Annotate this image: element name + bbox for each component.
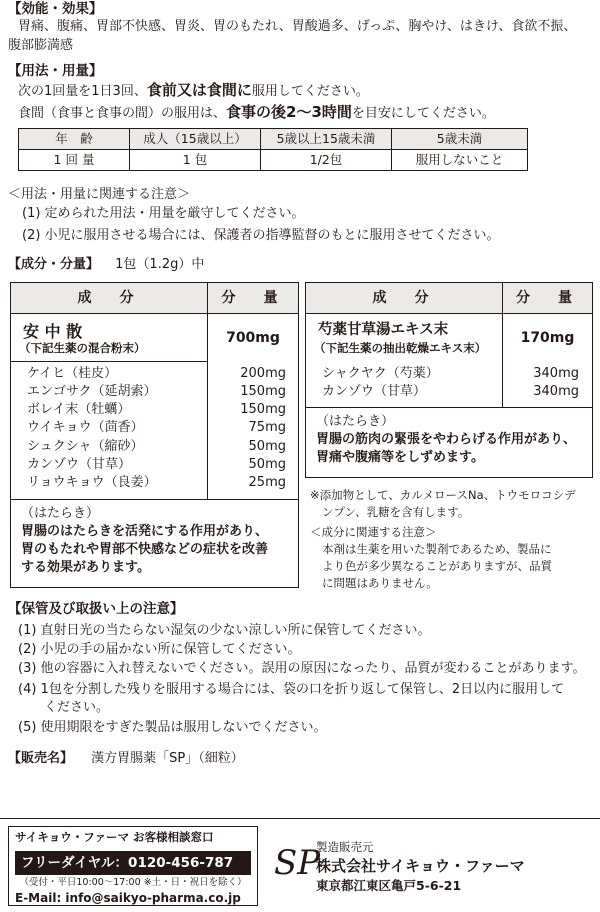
ingredient-note-line: に問題はありません。 [322,576,438,590]
dosage-table [18,128,528,171]
dosage-cell-child: 1/2包 [261,150,392,171]
right-col-ingredient-header: 成 分 [306,283,502,314]
anchusan-amount: 700mg [226,330,280,346]
dosage-table-header-row [19,129,528,150]
ingredient-item-amount: 200mg [240,366,286,381]
shakuyaku-extract-amount: 170mg [520,330,575,346]
usage-line2 [18,102,495,123]
company-address: 東京都江東区亀戸5-6-21 [316,878,462,893]
usage-note-2: (2) 小児に服用させる場合には、保護者の指導監督のもとに服用させてください。 [22,228,500,243]
left-action-divider [11,499,298,500]
usage-line2-pre: 食間（食事と食事の間）の服用は、 [18,106,227,121]
customer-contact-box [8,826,258,906]
ingredient-item-name: エンゴサク（延胡索） [27,384,157,399]
right-col-amount-header: 分 量 [503,283,592,314]
additives-line: ンプン、乳糖を含有します。 [322,505,470,519]
ingredient-item-name: リョウキョウ（良姜） [27,475,157,490]
anchusan-action-line: 胃腸のはたらきを活発にする作用があり、 [21,524,269,539]
contact-title: サイキョウ・ファーマ お客様相談窓口 [15,830,214,845]
footer-divider [0,818,600,819]
sp-logo-letters: SP [274,843,321,883]
dosage-cell-label: 1 回 量 [19,150,130,171]
ingredient-notes-title: ＜成分に関連する注意＞ [310,525,437,539]
dosage-cell-adult: 1 包 [130,150,261,171]
dosage-cell-infant: 服用しないこと [392,150,528,171]
contact-hours: （受付・平日10:00～17:00 ※土・日・祝日を除く） [19,877,247,888]
ingredient-item-amount: 25mg [248,475,286,490]
shakuyaku-action-line: 胃腸の筋肉の緊張をやわらげる作用があり、 [316,432,577,447]
storage-item-1: (1) 直射日光の当たらない湿気の少ない涼しい所に保管してください。 [18,623,431,638]
storage-item-4-cont: ください。 [44,700,110,715]
ingredient-item-name: ウイキョウ（茴香） [27,420,144,435]
ingredients-heading [8,256,204,274]
left-col-amount-header: 分 量 [208,283,298,314]
anchusan-action-title: （はたらき） [21,506,100,521]
shakuyaku-action-title: （はたらき） [316,414,395,429]
dosage-header-infant: 5歳未満 [392,129,528,150]
ingredient-item-name: ボレイ末（牡蠣） [27,402,131,417]
ingredient-item-name: ケイヒ（桂皮） [27,366,118,381]
ingredient-item-amount: 150mg [240,402,286,417]
ingredient-item-amount: 75mg [248,420,286,435]
efficacy-text-line1: 胃痛、腹痛、胃部不快感、胃炎、胃のもたれ、胃酸過多、げっぷ、胸やけ、はきけ、食欲不振、 [18,19,577,34]
dosage-header-age: 年 齢 [19,129,130,150]
ingredients-title: 【成分・分量】 [8,257,100,272]
sales-name-title: 【販売名】 [8,751,74,766]
company-name: 株式会社サイキョウ・ファーマ [316,857,525,875]
ingredient-item-amount: 340mg [533,366,579,381]
anchusan-sub: （下記生薬の混合粉末） [19,341,146,355]
shakuyaku-extract-sub: （下記生薬の抽出乾燥エキス末） [314,341,487,355]
ingredient-item-name: シャクヤク（芍薬） [322,366,439,381]
usage-note-1: (1) 定められた用法・用量を厳守してください。 [22,206,305,221]
ingredient-item-amount: 50mg [248,439,286,454]
ingredient-item-amount: 50mg [248,457,286,472]
efficacy-text-line2: 腹部膨満感 [8,38,74,53]
ingredient-box-shakuyakukanzoto [305,282,593,478]
ingredient-item-amount: 340mg [533,384,579,399]
storage-item-2: (2) 小児の手の届かない所に保管してください。 [18,642,301,657]
ingredient-note-line: より色が多少異なることがありますが、品質 [322,559,552,573]
dosage-header-child: 5歳以上15歳未満 [261,129,392,150]
usage-line1-pre: 次の1回量を1日3回、 [18,84,147,99]
storage-item-4: (4) 1包を分割した残りを服用する場合には、袋の口を折り返して保管し、2日以内に服用して [18,682,565,697]
ingredients-per: 1包（1.2g）中 [115,257,205,272]
usage-line1 [18,80,369,101]
shakuyaku-action-line: 胃痛や腹痛等をしずめます。 [316,450,484,465]
free-dial-number[interactable]: フリーダイヤル：0120-456-787 [15,851,251,875]
anchusan-action-line: 胃のもたれや胃部不快感などの症状を改善 [21,542,269,557]
dosage-table-row [19,150,528,171]
efficacy-title: 【効能・効果】 [8,1,103,17]
dosage-header-adult: 成人（15歳以上） [130,129,261,150]
maker-label: 製造販売元 [316,840,374,854]
sales-name-row [8,750,244,768]
usage-line2-bold: 食事の後2～3時間 [226,103,352,121]
usage-line1-bold: 食前又は食間に [146,81,252,99]
left-sub-divider [11,361,207,362]
usage-line1-post: 服用してください。 [251,84,369,99]
usage-notes-title: ＜用法・用量に関連する注意＞ [8,187,191,202]
storage-item-5: (5) 使用期限をすぎた製品は服用しないでください。 [18,720,327,735]
usage-title: 【用法・用量】 [8,63,103,79]
additives-line: ※添加物として、カルメロースNa、トウモロコシデ [310,488,576,502]
ingredient-item-name: カンゾウ（甘草） [322,384,427,399]
ingredient-note-line: 本剤は生薬を用いた製剤であるため、製品に [322,542,552,556]
storage-item-3: (3) 他の容器に入れ替えないでください。誤用の原因になったり、品質が変わることがあります。 [18,661,586,676]
ingredient-item-amount: 150mg [240,384,286,399]
sp-logo-icon [272,838,321,890]
shakuyaku-extract-name: 芍薬甘草湯エキス末 [318,322,449,338]
anchusan-name: 安 中 散 [23,322,83,341]
contact-email[interactable]: E-Mail: info@saikyo-pharma.co.jp [15,891,241,905]
storage-title: 【保管及び取扱い上の注意】 [8,601,184,617]
anchusan-action-line: する効果があります。 [21,560,150,575]
usage-line2-post: を目安にしてください。 [351,106,495,121]
right-action-divider [306,407,592,408]
ingredient-item-name: シュクシャ（縮砂） [27,439,144,454]
sales-name-value: 漢方胃腸薬「SP」（細粒） [91,751,244,766]
ingredient-box-anchusan [10,282,299,588]
ingredient-item-name: カンゾウ（甘草） [27,457,132,472]
left-col-ingredient-header: 成 分 [11,283,207,314]
